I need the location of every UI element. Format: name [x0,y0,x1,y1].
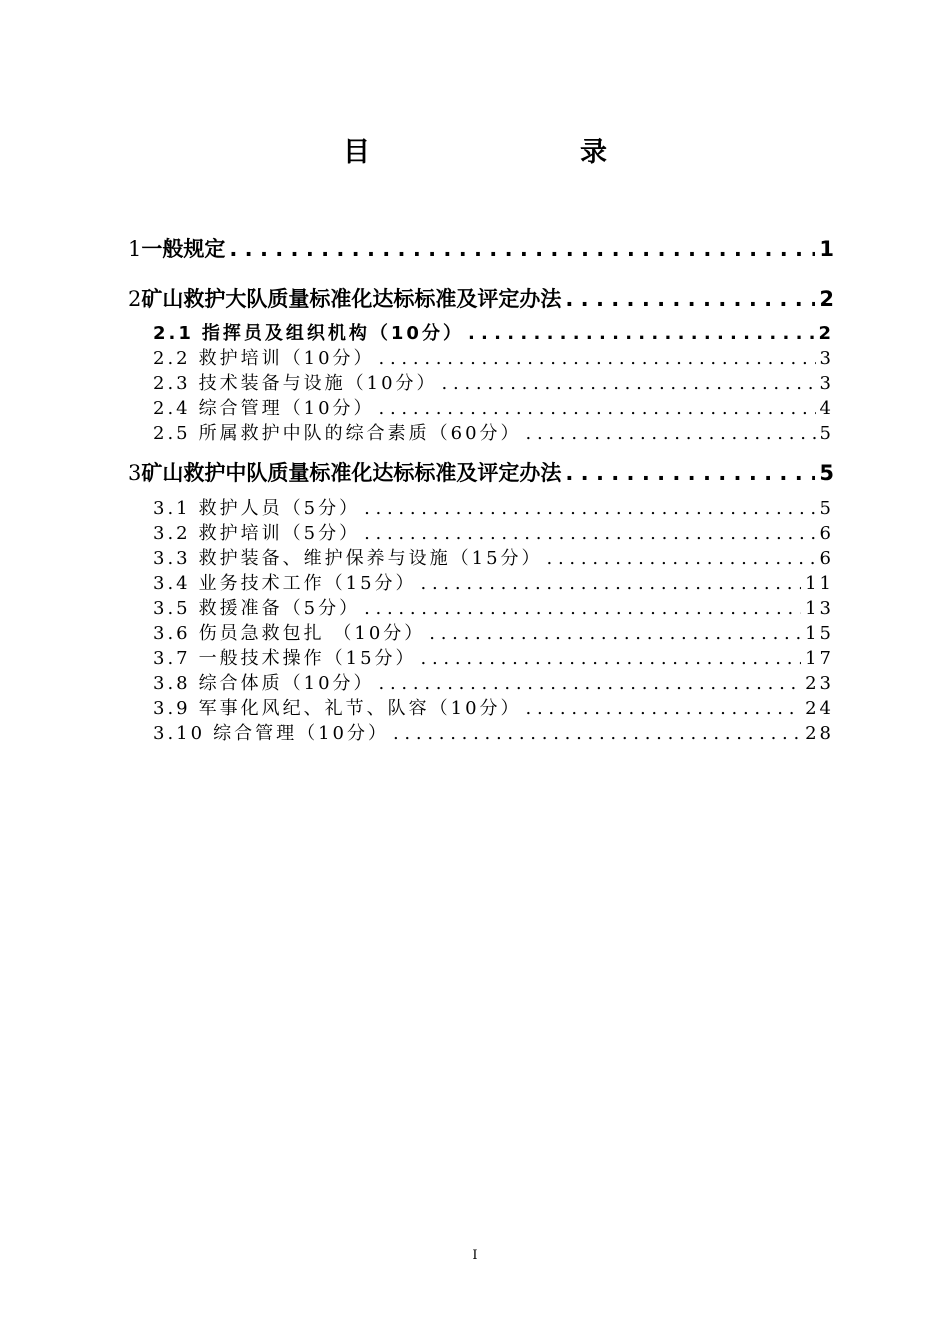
toc-leader-dots [364,522,815,546]
toc-entry-title: 指挥员及组织机构（10分） [201,323,464,344]
toc-entry-page: 2 [818,323,834,344]
toc-entry-2[interactable] [128,284,834,314]
toc-leader-dots [421,647,802,671]
toc-entry-3-4[interactable] [153,572,834,596]
toc-entry-title: 救援准备（5分） [198,598,361,619]
toc-entry-title: 所属救护中队的综合素质（60分） [198,423,522,444]
toc-entry-number: 3.7 [153,648,191,669]
toc-entry-number: 2 [128,287,142,311]
toc-entry-page: 2 [819,287,834,311]
toc-leader-dots [393,722,801,746]
toc-entry-number: 2.4 [153,398,191,419]
toc-entry-3-1[interactable] [153,497,834,521]
toc-entry-3[interactable] [128,458,834,488]
toc-entry-page: 1 [819,237,834,261]
toc-entry-title: 矿山救护大队质量标准化达标标准及评定办法 [141,287,562,311]
toc-entry-3-8[interactable] [153,672,834,696]
toc-entry-title: 技术装备与设施（10分） [198,373,438,394]
toc-entry-page: 3 [819,348,834,369]
toc-leader-dots [229,234,815,264]
toc-entry-number: 3.6 [153,623,191,644]
toc-entry-number: 2.1 [153,323,194,344]
toc-entry-page: 5 [819,498,834,519]
toc-entry-number: 1 [128,237,142,261]
toc-entry-title: 一般技术操作（15分） [198,648,417,669]
toc-entry-page: 28 [805,723,834,744]
toc-entry-number: 3.4 [153,573,191,594]
toc-entry-3-7[interactable] [153,647,834,671]
toc-leader-dots [429,622,801,646]
toc-entry-3-3[interactable] [153,547,834,571]
toc-entry-2-4[interactable] [153,397,834,421]
toc-leader-dots [547,547,816,571]
toc-leader-dots [364,597,801,621]
toc-entry-number: 3.9 [153,698,191,719]
toc-entry-page: 6 [819,548,834,569]
toc-entry-page: 15 [805,623,834,644]
toc-entry-page: 3 [819,373,834,394]
toc-entry-1[interactable] [128,234,834,264]
toc-leader-dots [421,572,802,596]
toc-leader-dots [565,458,815,488]
toc-leader-dots [526,422,816,446]
toc-entry-2-3[interactable] [153,372,834,396]
toc-entry-title: 矿山救护中队质量标准化达标标准及评定办法 [141,461,562,485]
toc-entry-3-5[interactable] [153,597,834,621]
toc-entry-page: 13 [805,598,834,619]
toc-entry-page: 4 [819,398,834,419]
toc-leader-dots [379,672,802,696]
page-number-footer: I [472,1248,478,1263]
toc-entry-number: 3.5 [153,598,191,619]
toc-entry-number: 2.3 [153,373,191,394]
toc-entry-2-5[interactable] [153,422,834,446]
toc-entry-title: 综合管理（10分） [198,398,375,419]
toc-entry-page: 24 [805,698,834,719]
toc-leader-dots [565,284,815,314]
toc-entry-page: 5 [819,461,834,485]
toc-entry-title: 救护装备、维护保养与设施（15分） [198,548,543,569]
toc-entry-page: 6 [819,523,834,544]
toc-entry-title: 军事化风纪、礼节、队容（10分） [198,698,522,719]
toc-entry-number: 3.2 [153,523,191,544]
toc-entry-3-6[interactable] [153,622,834,646]
toc-entry-3-10[interactable] [153,722,834,746]
toc-entry-title: 救护培训（5分） [198,523,361,544]
toc-entry-title: 伤员急救包扎 （10分） [198,623,426,644]
toc-entry-page: 17 [805,648,834,669]
toc-entry-title: 综合体质（10分） [198,673,375,694]
toc-entry-number: 3.3 [153,548,191,569]
toc-entry-2-2[interactable] [153,347,834,371]
toc-entry-title: 综合管理（10分） [213,723,389,744]
toc-entry-page: 5 [819,423,834,444]
toc-leader-dots [379,347,816,371]
toc-entry-title: 业务技术工作（15分） [198,573,417,594]
toc-entry-number: 3 [128,461,142,485]
toc-entry-number: 2.5 [153,423,191,444]
toc-entry-number: 3.10 [153,723,206,744]
toc-leader-dots [442,372,816,396]
toc-leader-dots [379,397,816,421]
toc-leader-dots [364,497,815,521]
toc-entry-3-9[interactable] [153,697,834,721]
toc-entry-number: 3.8 [153,673,191,694]
toc-entry-title: 救护人员（5分） [198,498,361,519]
toc-entry-number: 3.1 [153,498,191,519]
toc-entry-title: 一般规定 [141,237,226,261]
toc-entry-title: 救护培训（10分） [198,348,375,369]
toc-entry-2-1[interactable] [153,322,834,346]
toc-entry-page: 11 [805,573,834,594]
toc-leader-dots [526,697,802,721]
toc-entry-page: 23 [805,673,834,694]
page-title: 目 录 [343,137,659,168]
toc-entry-number: 2.2 [153,348,191,369]
toc-leader-dots [468,322,815,346]
toc-entry-3-2[interactable] [153,522,834,546]
